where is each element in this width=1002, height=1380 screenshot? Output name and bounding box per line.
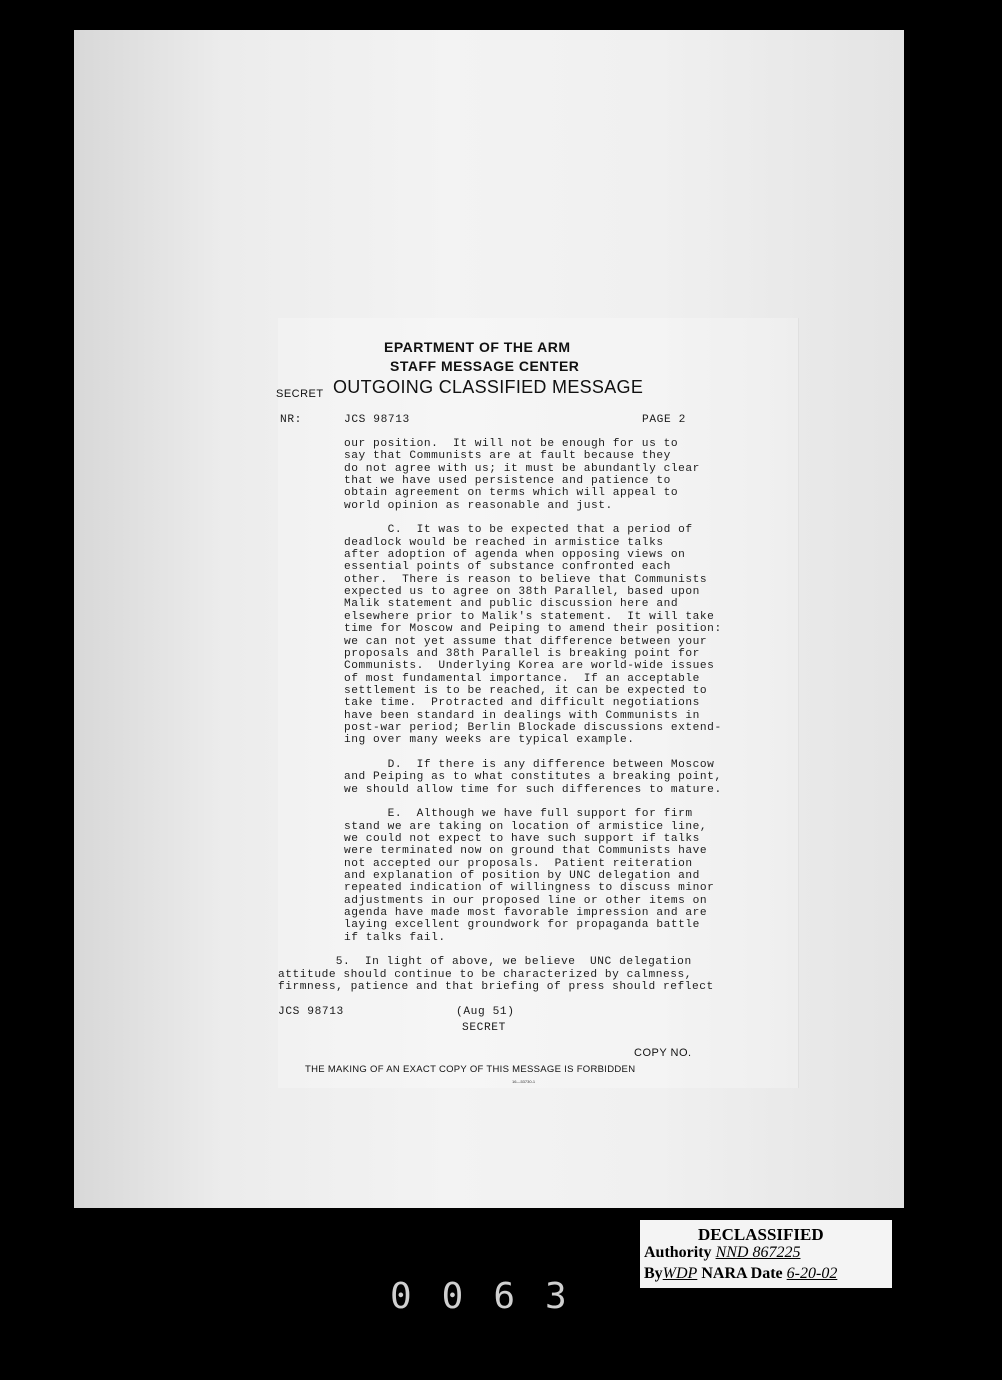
message-center-header: STAFF MESSAGE CENTER xyxy=(390,358,580,374)
copy-forbidden-notice: THE MAKING OF AN EXACT COPY OF THIS MESSAGE IS FORBIDDEN xyxy=(305,1064,636,1075)
body-line: laying excellent groundwork for propaganda battle xyxy=(344,919,700,932)
body-line: ing over many weeks are typical example. xyxy=(344,734,635,747)
body-line: E. Although we have full support for firm xyxy=(344,808,693,821)
department-header: EPARTMENT OF THE ARM xyxy=(384,339,571,355)
body-line: Communists. Underlying Korea are world-wide issues xyxy=(344,660,715,673)
body-line: post-war period; Berlin Blockade discussions extend- xyxy=(344,721,722,734)
body-line: elsewhere prior to Malik's statement. It will take xyxy=(344,610,715,623)
body-line xyxy=(278,512,738,524)
body-line: essential points of substance confronted each xyxy=(344,561,671,574)
body-line: world opinion as reasonable and just. xyxy=(344,499,613,512)
body-line: of most fundamental importance. If an acceptable xyxy=(344,672,700,685)
classification-label: SECRET xyxy=(276,388,324,400)
body-line: agenda have made most favorable impression and are xyxy=(344,907,708,920)
body-line: were terminated now on ground that Communists have xyxy=(344,845,708,858)
body-line: other. There is reason to believe that Communists xyxy=(344,573,708,586)
copy-number-label: COPY NO. xyxy=(634,1047,692,1059)
body-line: we can not yet assume that difference between your xyxy=(344,635,708,648)
message-number: JCS 98713 xyxy=(344,414,410,426)
stamp-title: DECLASSIFIED xyxy=(698,1225,824,1244)
body-line: take time. Protracted and difficult negotiations xyxy=(344,697,700,710)
body-line xyxy=(278,796,738,808)
body-line: settlement is to be reached, it can be expected to xyxy=(344,684,708,697)
body-line: adjustments in our proposed line or other items on xyxy=(344,894,708,907)
body-line: stand we are taking on location of armistice line, xyxy=(344,820,708,833)
body-line: D. If there is any difference between Moscow xyxy=(344,758,715,771)
footer-message-number: JCS 98713 xyxy=(278,1006,344,1018)
footer-date: (Aug 51) xyxy=(456,1006,515,1018)
body-line: if talks fail. xyxy=(344,931,446,944)
body-line: obtain agreement on terms which will appeal to xyxy=(344,487,679,500)
message-body xyxy=(278,438,738,993)
body-line: we should allow time for such differences to mature. xyxy=(344,783,722,796)
declassified-stamp xyxy=(640,1220,892,1288)
body-line: proposals and 38th Parallel is breaking point for xyxy=(344,647,700,660)
message-type-header: OUTGOING CLASSIFIED MESSAGE xyxy=(333,377,644,397)
body-line xyxy=(278,944,738,956)
body-line: and explanation of position by UNC delegation and xyxy=(344,870,700,883)
body-line xyxy=(278,747,738,759)
body-line: deadlock would be reached in armistice talks xyxy=(344,536,664,549)
body-line: do not agree with us; it must be abundantly clear xyxy=(344,462,700,475)
microfilm-frame-number: 0063 xyxy=(390,1276,597,1317)
body-line: say that Communists are at fault because they xyxy=(344,450,671,463)
body-line: we could not expect to have such support if talks xyxy=(344,833,700,845)
body-line: C. It was to be expected that a period of xyxy=(344,524,693,537)
body-line: Malik statement and public discussion here and xyxy=(344,598,679,611)
body-line: and Peiping as to what constitutes a breaking point, xyxy=(344,771,722,784)
body-line: have been standard in dealings with Communists in xyxy=(344,709,700,722)
body-line: that we have used persistence and patience to xyxy=(344,475,671,488)
body-line: after adoption of agenda when opposing views on xyxy=(344,549,686,562)
stamp-by-date: ByWDP NARA Date 6-20-02 xyxy=(644,1265,838,1282)
body-line: time for Moscow and Peiping to amend their position: xyxy=(344,623,722,636)
footer-classification: SECRET xyxy=(462,1022,506,1034)
body-line: 5. In light of above, we believe UNC delegation xyxy=(314,956,692,969)
stamp-authority: Authority NND 867225 xyxy=(644,1244,801,1261)
form-number: 16—53730-1 xyxy=(512,1079,536,1084)
body-line: firmness, patience and that briefing of press should reflect xyxy=(278,981,714,994)
body-line: expected us to agree on 38th Parallel, based upon xyxy=(344,586,700,599)
body-line: our position. It will not be enough for us to xyxy=(344,438,679,450)
body-line: repeated indication of willingness to discuss minor xyxy=(344,882,715,895)
body-line: not accepted our proposals. Patient reiteration xyxy=(344,857,693,870)
body-line: attitude should continue to be characterized by calmness, xyxy=(278,968,693,981)
nr-label: NR: xyxy=(280,414,302,426)
page-number: PAGE 2 xyxy=(642,414,686,426)
